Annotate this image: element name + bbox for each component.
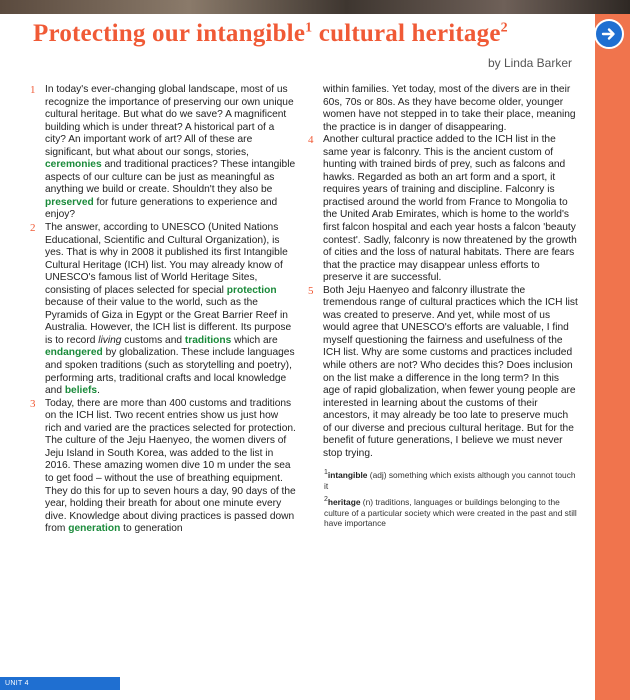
footnote-marker: 2 bbox=[324, 496, 328, 504]
glossary-entry bbox=[324, 495, 578, 528]
column-right bbox=[308, 84, 578, 533]
keyword: traditions bbox=[184, 334, 232, 346]
text-run: because of their value to the world, such as the Pyramids of Giza in Egypt or the Great Barrier Reef in Australia. However, the ICH list is different. Its purpose is to record bbox=[45, 297, 292, 346]
glossary-definition: something which exists although you cannot touch it bbox=[324, 470, 576, 491]
paragraph-number: 1 bbox=[30, 84, 36, 96]
keyword: ceremonies bbox=[45, 159, 102, 171]
part-of-speech: (adj) bbox=[367, 470, 387, 481]
column-left bbox=[30, 84, 296, 536]
article-title: Protecting our intangible$^1$ cultural heritage$^2$ bbox=[33, 20, 508, 47]
next-page-button[interactable] bbox=[594, 19, 624, 49]
text-run: The answer, according to UNESCO (United Nations Educational, Scientific and Cultural Organization), is yes. That is why in 2008 it published its first Intangible Cultural Heritage (ICH) list. You may already know of UNESCO's famous list of World Heritage Sites, consisting of places selected for special bbox=[45, 222, 288, 296]
paragraph-3 bbox=[30, 398, 296, 536]
keyword: endangered bbox=[45, 347, 103, 359]
unit-label: UNIT 4 bbox=[5, 680, 29, 687]
keyword: preserved bbox=[45, 196, 94, 208]
byline: by Linda Barker bbox=[487, 56, 572, 70]
glossary-definition: traditions, languages or buildings belonging to the culture of a particular society which were created in the past and still have importance bbox=[324, 497, 577, 528]
keyword: beliefs bbox=[64, 385, 98, 397]
glossary-word: intangible bbox=[327, 470, 368, 481]
text-run: Both Jeju Haenyeo and falconry illustrate the tremendous range of cultural practices which the ICH list was created to preserve. And yet, while most of us would agree that UNESCO's efforts are valuable, I find myself questioning the fairness and usefulness of the ICH list. Why are some customs and practices included while others are not? Who decides this? Does inclusion on the list make a difference in the long term? In this age of rapid globalization, when fewer young people are interested in learning about the customs of their ancestors, it may already be too late to preserve much of our diverse and precious cultural heritage. But for the benefit of future generations, I believe we must never stop trying. bbox=[323, 284, 578, 459]
emphasis: living bbox=[98, 334, 122, 346]
paragraph-5 bbox=[308, 285, 578, 461]
side-bar bbox=[595, 14, 630, 700]
part-of-speech: (n) bbox=[360, 497, 374, 507]
text-run: within families. Yet today, most of the divers are in their 60s, 70s or 80s. As they have become older, younger women have not stepped in to take their place, meaning the practice is in danger of disappearing. bbox=[323, 84, 576, 133]
text-run: In today's ever-changing global landscape, most of us recognize the importance of preserving our own unique cultural heritage. But what do we save? A magnificent building which is under threat? A historical part of a city? An important work of art? All of these are significant, but what about our songs, stories, bbox=[45, 84, 294, 158]
text-run: and traditional practices? These intangible aspects of our culture can be just as meaningful as anything we build or create. Shouldn't they also be bbox=[45, 159, 296, 196]
text-run: customs and bbox=[121, 334, 185, 346]
footnote-marker: 1 bbox=[324, 469, 328, 477]
header-photo-strip bbox=[0, 0, 630, 14]
text-run: which are bbox=[231, 334, 278, 346]
text-run: for future generations to experience and enjoy? bbox=[45, 196, 278, 221]
paragraph-number: 5 bbox=[308, 284, 314, 297]
glossary-word: heritage bbox=[327, 497, 361, 507]
keyword: protection bbox=[226, 284, 277, 296]
keyword: generation bbox=[68, 523, 121, 535]
arrow-right-icon bbox=[601, 26, 617, 42]
glossary-entry bbox=[324, 468, 578, 491]
paragraph-number: 2 bbox=[30, 222, 36, 235]
paragraph-2 bbox=[30, 222, 296, 398]
paragraph-3-continued bbox=[308, 84, 578, 134]
text-run: to generation bbox=[120, 523, 183, 535]
glossary bbox=[324, 468, 578, 528]
paragraph-4 bbox=[308, 134, 578, 285]
text-run: Another cultural practice added to the ICH list in the same year is falconry. This is the ancient custom of hunting with trained birds of prey, such as falcons and hawks. Regarded as both an art form and a sport, it requires years of training and discipline. Falconry is practised around the world from France to Mongolia to the United Arab Emirates, which is home to the world's first falcon hospital and each year hosts a falcon 'beauty contest'. Sadly, falconry is now threatened by the growth of cities and the loss of natural habitats. There are fears that the practice may disappear unless efforts to preserve it are successful. bbox=[323, 134, 577, 284]
paragraph-1 bbox=[30, 84, 296, 222]
text-run: by globalization. These include languages and spoken traditions (such as storytelling and poetry), performing arts, traditional crafts and local knowledge and bbox=[45, 347, 295, 397]
paragraph-number: 3 bbox=[30, 397, 36, 410]
text-run: Today, there are more than 400 customs and traditions on the ICH list. Two recent entries show us just how rich and varied are the practices selected for protection. The culture of the Jeju Haenyeo, the women divers of Jeju Island in South Korea, was added to the list in 2016. These amazing women dive 10 m under the sea to get food – without the use of breathing equipment. They do this for up to seven hours a day, 90 days of the year, holding their breath for about one minute every dive. Knowledge about diving practices is passed down from bbox=[45, 397, 296, 535]
paragraph-number: 4 bbox=[308, 134, 314, 147]
text-run: . bbox=[97, 385, 100, 397]
